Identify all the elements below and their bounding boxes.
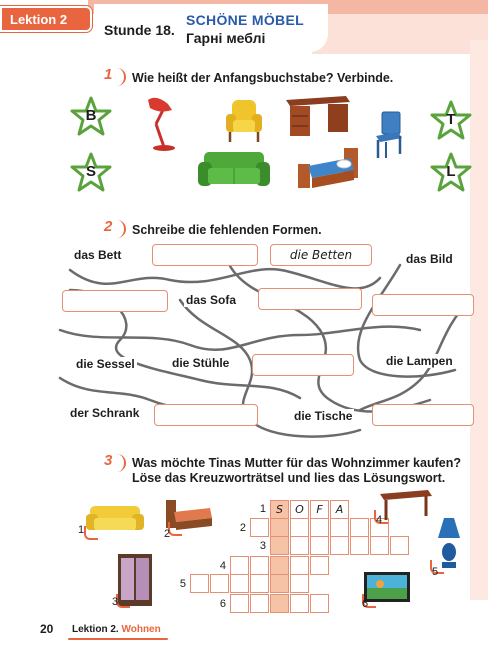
crossword-cell[interactable] (230, 556, 249, 575)
letter-label: L (446, 163, 456, 180)
answer-box[interactable] (152, 244, 258, 266)
row-number: 2 (239, 522, 246, 534)
picture-number: 6 (362, 598, 369, 610)
picture-number: 2 (164, 528, 171, 540)
crossword-cell[interactable] (310, 556, 329, 575)
crossword-cell[interactable] (330, 536, 349, 555)
word-das-bett: das Bett (74, 248, 122, 262)
picture-number: 3 (112, 596, 119, 608)
crossword-cell[interactable] (290, 536, 309, 555)
row-number: 5 (179, 578, 186, 590)
exercise-3-instruction-line1: Was möchte Tinas Mutter für das Wohnzimmer kaufen? (132, 456, 461, 470)
letter-label: S (85, 163, 96, 180)
picture-tag (84, 526, 98, 540)
crossword-cell[interactable] (390, 536, 409, 555)
crossword-cell[interactable] (290, 518, 309, 537)
footer-title (72, 624, 161, 635)
picture-number: 4 (376, 514, 383, 526)
exercise-3-instruction-line2: Löse das Kreuzworträtsel und lies das Lösungswort. (132, 471, 446, 485)
exercise-2-number: 2 (104, 218, 124, 238)
word-das-sofa: das Sofa (186, 293, 237, 307)
page-title: SCHÖNE MÖBEL (186, 12, 304, 28)
picture-number: 5 (432, 566, 439, 578)
exercise-1-number: 1 (104, 66, 124, 86)
answer-box[interactable] (258, 288, 362, 310)
word-die-stuehle: die Stühle (172, 356, 230, 370)
answer-text: die Betten (289, 248, 353, 262)
word-der-schrank: der Schrank (70, 406, 140, 420)
lesson-number: Stunde 18. (104, 22, 175, 38)
row-number: 4 (219, 560, 226, 572)
crossword-cell[interactable] (230, 574, 249, 593)
crossword-cell[interactable] (270, 518, 289, 537)
answer-box-filled[interactable] (270, 244, 372, 266)
crossword-cell[interactable] (270, 574, 289, 593)
crossword-cell[interactable] (310, 536, 329, 555)
word-das-bild: das Bild (406, 252, 453, 266)
crossword-cell[interactable]: A (330, 500, 349, 519)
crossword-cell[interactable] (350, 536, 369, 555)
page-number: 20 (40, 622, 54, 636)
letter-label: B (85, 107, 97, 124)
page-subtitle: Гарні меблі (186, 30, 266, 46)
crossword-cell[interactable] (270, 536, 289, 555)
crossword-cell[interactable] (270, 556, 289, 575)
row-number: 1 (259, 503, 266, 515)
crossword-cell[interactable] (290, 594, 309, 613)
crossword-cell[interactable] (290, 574, 309, 593)
crossword-cell[interactable] (250, 594, 269, 613)
crossword-cell[interactable] (330, 518, 349, 537)
crossword-cell[interactable] (370, 536, 389, 555)
crossword-cell[interactable] (190, 574, 209, 593)
letter-label: T (446, 111, 456, 128)
word-die-sessel: die Sessel (76, 357, 135, 371)
answer-box[interactable] (62, 290, 168, 312)
row-number: 3 (259, 540, 266, 552)
answer-box[interactable] (372, 294, 474, 316)
crossword-cell[interactable]: O (290, 500, 309, 519)
crossword-cell[interactable] (310, 518, 329, 537)
answer-box[interactable] (372, 404, 474, 426)
crossword-cell[interactable] (250, 556, 269, 575)
crossword-cell[interactable] (350, 518, 369, 537)
picture-number: 1 (78, 524, 85, 536)
crossword-cell[interactable]: F (310, 500, 329, 519)
crossword-cell[interactable] (250, 574, 269, 593)
exercise-1-instruction: Wie heißt der Anfangsbuchstabe? Verbinde. (132, 71, 394, 85)
crossword-cell[interactable] (270, 594, 289, 613)
crossword-cell[interactable] (210, 574, 229, 593)
lektion-label: Lektion 2 (10, 12, 68, 27)
answer-box[interactable] (154, 404, 258, 426)
footer-lektion: Lektion 2. (72, 624, 119, 635)
crossword-cell[interactable] (230, 594, 249, 613)
crossword-cell[interactable] (310, 594, 329, 613)
crossword-cell[interactable] (290, 556, 309, 575)
answer-box[interactable] (252, 354, 354, 376)
exercise-3-number: 3 (104, 452, 124, 472)
footer-underline (68, 638, 168, 640)
exercise-2-instruction: Schreibe die fehlenden Formen. (132, 223, 322, 237)
word-die-lampen: die Lampen (386, 354, 453, 368)
crossword-cell[interactable]: S (270, 500, 289, 519)
word-die-tische: die Tische (294, 409, 353, 423)
row-number: 6 (219, 598, 226, 610)
crossword-cell[interactable] (250, 518, 269, 537)
footer-topic: Wohnen (121, 624, 161, 635)
